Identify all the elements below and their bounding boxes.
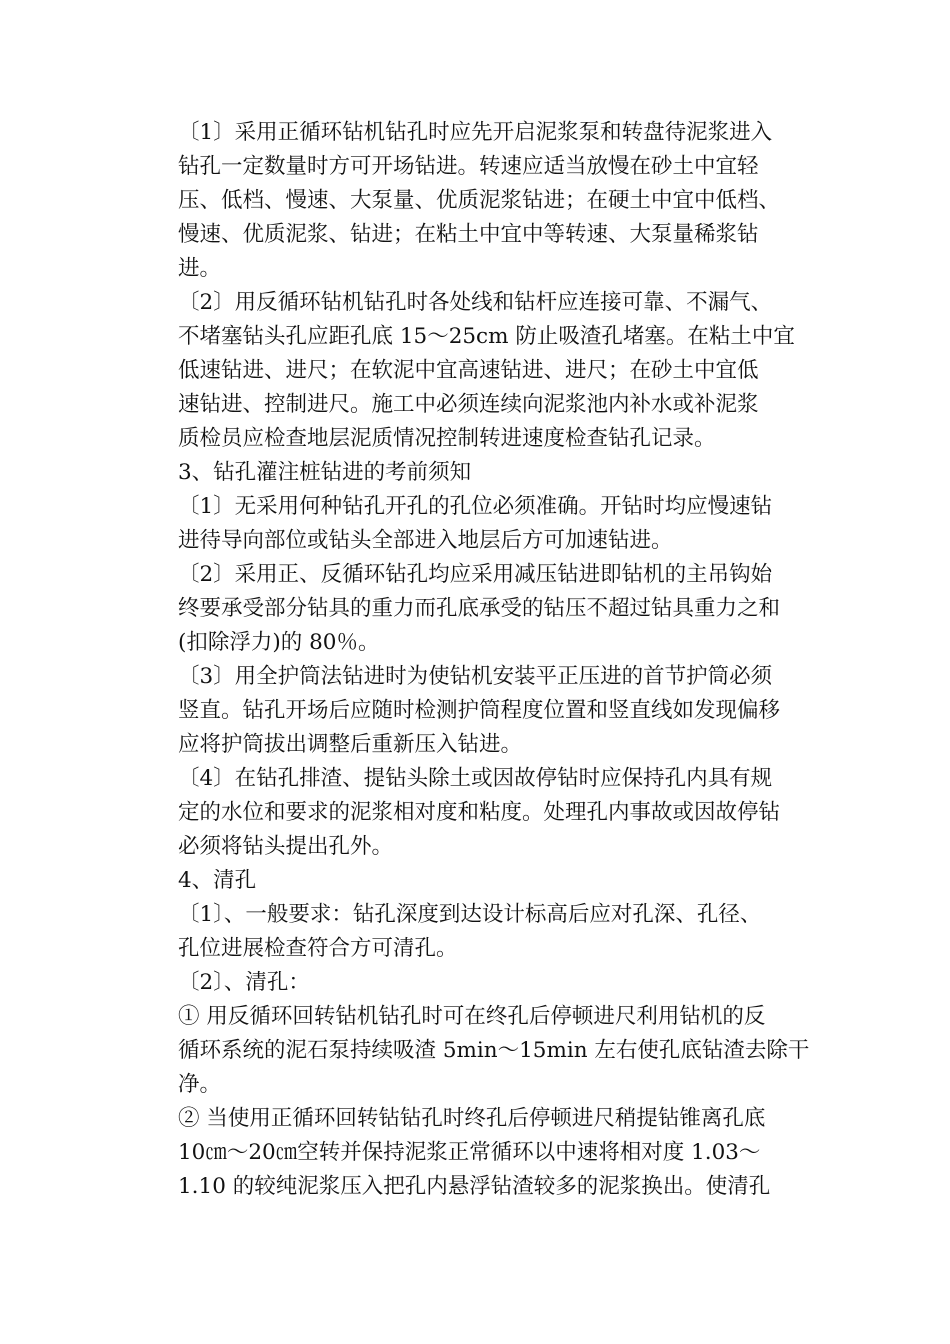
text-line: 净。 <box>178 1072 222 1097</box>
text-line: 必须将钻头提出孔外。 <box>178 834 394 859</box>
text-line: 慢速、优质泥浆、钻进；在粘土中宜中等转速、大泵量稀浆钻 <box>178 222 759 247</box>
text-line: 速钻进、控制进尺。施工中必须连续向泥浆池内补水或补泥浆 <box>178 392 759 417</box>
text-line: 应将护筒拔出调整后重新压入钻进。 <box>178 732 523 757</box>
text-line: 〔1〕、一般要求：钻孔深度到达设计标高后应对孔深、孔径、 <box>178 902 762 927</box>
text-line: 循环系统的泥石泵持续吸渣 5min～15min 左右使孔底钻渣去除干 <box>178 1038 810 1063</box>
text-line: 终要承受部分钻具的重力而孔底承受的钻压不超过钻具重力之和 <box>178 596 781 621</box>
text-line: 〔1〕无采用何种钻孔开孔的孔位必须准确。开钻时均应慢速钻 <box>178 494 773 519</box>
text-line: 孔位进展检查符合方可清孔。 <box>178 936 458 961</box>
text-line: 〔2〕采用正、反循环钻孔均应采用减压钻进即钻机的主吊钩始 <box>178 562 773 587</box>
text-line: 〔2〕、清孔： <box>178 970 310 995</box>
text-line: 不堵塞钻头孔应距孔底 15～25cm 防止吸渣孔堵塞。在粘土中宜 <box>178 324 795 349</box>
text-line: 1.10 的较纯泥浆压入把孔内悬浮钻渣较多的泥浆换出。使清孔 <box>178 1174 771 1199</box>
text-line: 竖直。钻孔开场后应随时检测护筒程度位置和竖直线如发现偏移 <box>178 698 781 723</box>
text-line: 质检员应检查地层泥质情况控制转进速度检查钻孔记录。 <box>178 426 716 451</box>
text-line: 〔1〕采用正循环钻机钻孔时应先开启泥浆泵和转盘待泥浆进入 <box>178 120 773 145</box>
text-line: 〔4〕在钻孔排渣、提钻头除土或因故停钻时应保持孔内具有规 <box>178 766 773 791</box>
section-heading: 4、清孔 <box>178 868 257 893</box>
text-line: 压、低档、慢速、大泵量、优质泥浆钻进；在硬土中宜中低档、 <box>178 188 781 213</box>
text-line: 进。 <box>178 256 222 281</box>
text-line: ① 用反循环回转钻机钻孔时可在终孔后停顿进尺利用钻机的反 <box>178 1004 766 1029</box>
document-body <box>178 116 828 1204</box>
text-line: (扣除浮力)的 80％。 <box>178 630 380 655</box>
text-line: 〔2〕用反循环钻机钻孔时各处线和钻杆应连接可靠、不漏气、 <box>178 290 773 315</box>
text-line: 〔3〕用全护筒法钻进时为使钻机安装平正压进的首节护筒必须 <box>178 664 773 689</box>
text-line: 进待导向部位或钻头全部进入地层后方可加速钻进。 <box>178 528 673 553</box>
text-line: 10㎝～20㎝空转并保持泥浆正常循环以中速将相对度 1.03～ <box>178 1140 761 1165</box>
text-line: 低速钻进、进尺；在软泥中宜高速钻进、进尺；在砂土中宜低 <box>178 358 759 383</box>
text-line: 钻孔一定数量时方可开场钻进。转速应适当放慢在砂土中宜轻 <box>178 154 759 179</box>
section-heading: 3、钻孔灌注桩钻进的考前须知 <box>178 460 472 485</box>
text-line: ② 当使用正循环回转钻钻孔时终孔后停顿进尺稍提钻锥离孔底 <box>178 1106 766 1131</box>
text-line: 定的水位和要求的泥浆相对度和粘度。处理孔内事故或因故停钻 <box>178 800 781 825</box>
